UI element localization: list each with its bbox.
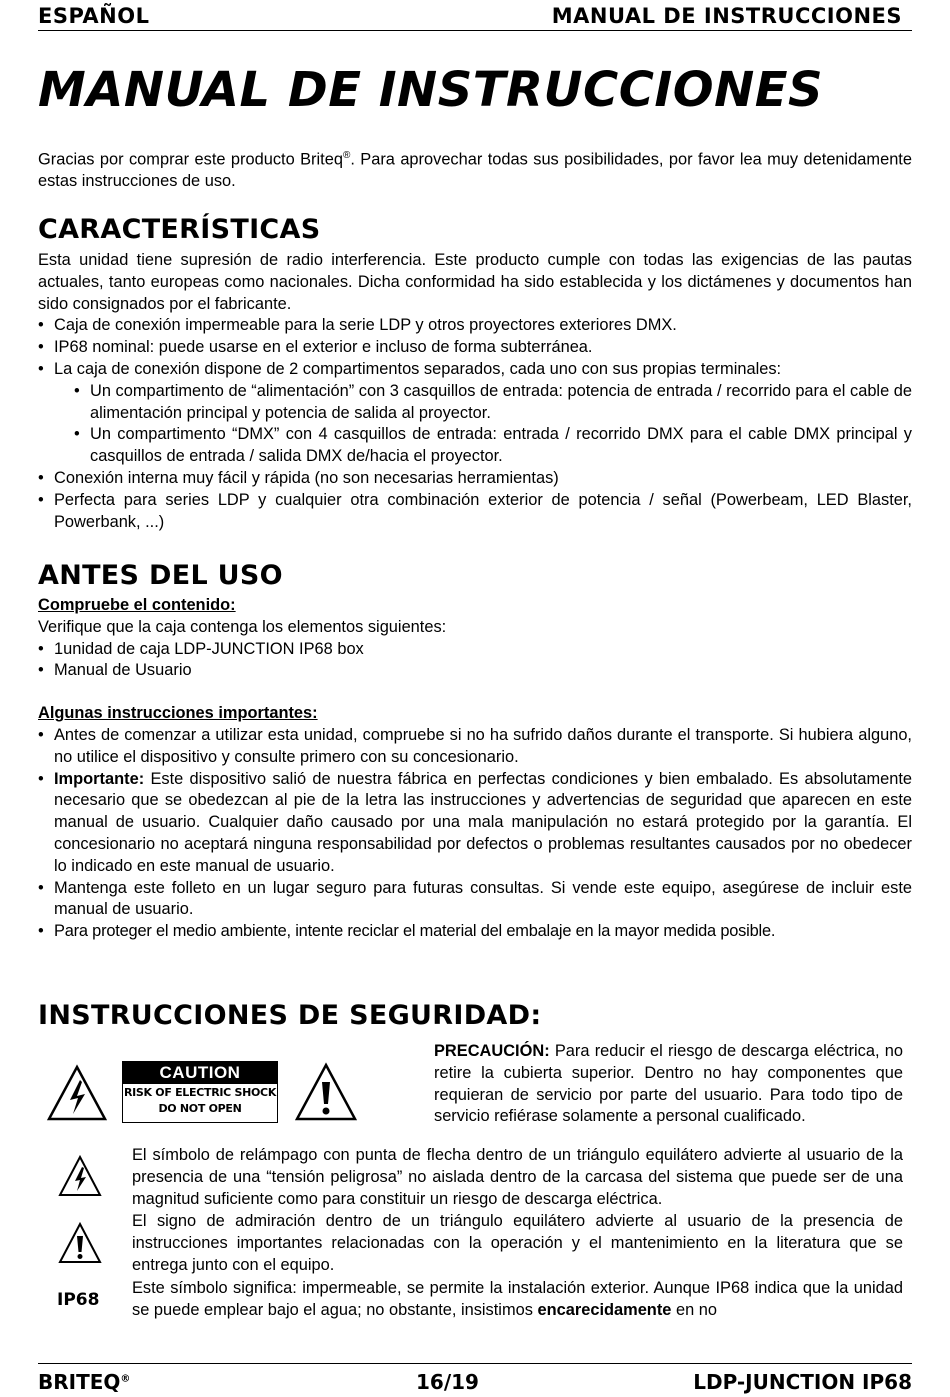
list-item xyxy=(38,769,912,878)
caution-sign xyxy=(122,1061,278,1123)
exclamation-symbol-icon xyxy=(58,1222,102,1264)
header-doc-title: MANUAL DE INSTRUCCIONES xyxy=(551,4,902,28)
page-number: 16/19 xyxy=(416,1370,479,1394)
features-paragraph: Esta unidad tiene supresión de radio interferencia. Este producto cumple con todas las exigencias de las pautas actuales, tanto europeas como nacionales. Dicha conformidad ha sido establecida y los dictámenes y documentos han sido consignados por el fabricante. xyxy=(38,251,912,313)
header-language: ESPAÑOL xyxy=(38,4,150,28)
ip68-symbol-label: IP68 xyxy=(57,1290,100,1310)
intro-text-2: . Para aprovechar todas sus posibilidades, por favor lea muy detenidamente estas instrucciones de uso. xyxy=(38,150,912,191)
footer-brand xyxy=(38,1370,130,1394)
list-item: • IP68 nominal: puede usarse en el exterior e incluso de forma subterránea. xyxy=(38,337,912,359)
check-contents-title: Compruebe el contenido: xyxy=(38,596,236,614)
intro-paragraph xyxy=(38,145,912,193)
footer-model: LDP-JUNCTION IP68 xyxy=(693,1370,912,1394)
lightning-symbol-text: El símbolo de relámpago con punta de flecha dentro de un triángulo equilátero advierte al usuario de la presencia de una “tensión peligrosa” no aislada dentro de la carcasa del sistema que puede ser de una magnitud suficiente como para constituir un riesgo de descarga eléctrica. xyxy=(132,1146,903,1208)
caution-sign-title: CAUTION xyxy=(123,1062,277,1084)
ip68-text-1: Este símbolo significa: impermeable, se permite la instalación exterior. Aunque IP68 indica que la unidad se puede emplear bajo el agua; no obstante, insistimos xyxy=(132,1279,903,1319)
exclamation-warning-icon xyxy=(294,1062,358,1122)
page-title: MANUAL DE INSTRUCCIONES xyxy=(38,62,824,118)
features-list xyxy=(38,315,912,380)
sub-list-item: • Un compartimento “DMX” con 4 casquillos de entrada: entrada / recorrido DMX para el cable DMX principal y casquillos de entrada / salida DMX de/hacia el proyector. xyxy=(74,424,912,468)
list-item: • 1unidad de caja LDP-JUNCTION IP68 box xyxy=(38,639,912,661)
sub-list-item: • Un compartimento de “alimentación” con 3 casquillos de entrada: potencia de entrada / recorrido para el cable de alimentación principal y potencia de salida al proyector. xyxy=(74,381,912,425)
caution-icons xyxy=(38,1056,368,1128)
check-contents-text: Verifique que la caja contenga los elementos siguientes: xyxy=(38,617,447,636)
list-item: • Caja de conexión impermeable para la serie LDP y otros proyectores exteriores DMX. xyxy=(38,315,912,337)
before-use-section xyxy=(38,595,912,943)
important-text: Este dispositivo salió de nuestra fábrica en perfectas condiciones y bien embalado. Es absolutamente necesario que se obedezcan al pie de la letra las instrucciones y advertencias de seguridad que aparecen en este manual de usuario. Cualquier daño causado por una mala manipulación no estará protegido por la garantía. El concesionario no aceptará ninguna responsabilidad por defectos o problemas resultantes causados por no obedecer lo indicado en este manual de usuario. xyxy=(54,769,912,875)
caution-paragraph xyxy=(434,1041,903,1128)
list-item: • Conexión interna muy fácil y rápida (no son necesarias herramientas) xyxy=(38,468,912,490)
important-label: Importante: xyxy=(54,769,145,788)
caution-text: Para reducir el riesgo de descarga eléctrica, no retire la cubierta superior. Dentro no hay componentes que requieran de servicio por parte del usuario. Para todo tipo de servicio refiérase solamente a personal cualificado. xyxy=(434,1042,903,1126)
before-use-heading: ANTES DEL USO xyxy=(38,560,283,591)
ip68-symbol-text xyxy=(132,1278,903,1322)
contents-list xyxy=(38,639,912,683)
instructions-list xyxy=(38,725,912,943)
exclamation-symbol-text: El signo de admiración dentro de un triángulo equilátero advierte al usuario de la presencia de instrucciones importantes relacionadas con la operación y el mantenimiento en la literatura que se entrega junto con el equipo. xyxy=(132,1212,903,1274)
caution-sign-line-2: DO NOT OPEN xyxy=(158,1102,242,1115)
features-sublist xyxy=(38,381,912,468)
footer-brand-name: BRITEQ xyxy=(38,1370,121,1394)
list-item: • Manual de Usuario xyxy=(38,660,912,682)
registered-mark: ® xyxy=(342,150,351,161)
intro-text-1: Gracias por comprar este producto Briteq xyxy=(38,150,343,169)
features-heading: CARACTERÍSTICAS xyxy=(38,214,321,245)
list-item: • Mantenga este folleto en un lugar seguro para futuras consultas. Si vende este equipo, asegúrese de incluir este manual de usuario. xyxy=(38,878,912,922)
footer-registered-mark: ® xyxy=(120,1373,131,1385)
list-item: • Antes de comenzar a utilizar esta unidad, compruebe si no ha sufrido daños durante el transporte. Si hubiera alguno, no utilice el dispositivo y consulte primero con su concesionario. xyxy=(38,725,912,769)
page-header xyxy=(38,4,912,31)
ip68-text-2: en no xyxy=(671,1300,717,1319)
lightning-symbol-icon xyxy=(58,1155,102,1197)
lightning-warning-icon xyxy=(46,1064,108,1122)
caution-sign-line-1: RISK OF ELECTRIC SHOCK xyxy=(123,1086,277,1099)
list-item: • La caja de conexión dispone de 2 compartimentos separados, cada uno con sus propias terminales: xyxy=(38,359,912,381)
features-section xyxy=(38,250,912,533)
instructions-title: Algunas instrucciones importantes: xyxy=(38,704,318,723)
page-footer xyxy=(38,1363,912,1394)
safety-heading: INSTRUCCIONES DE SEGURIDAD: xyxy=(38,1000,542,1031)
list-item: • Perfecta para series LDP y cualquier otra combinación exterior de potencia / señal (Powerbeam, LED Blaster, Powerbank, ...) xyxy=(38,490,912,534)
features-list-2 xyxy=(38,468,912,533)
list-item: • Para proteger el medio ambiente, intente reciclar el material del embalaje en la mayor medida posible. xyxy=(38,921,912,943)
caution-label: PRECAUCIÓN: xyxy=(434,1042,550,1060)
ip68-text-bold: encarecidamente xyxy=(537,1300,672,1319)
